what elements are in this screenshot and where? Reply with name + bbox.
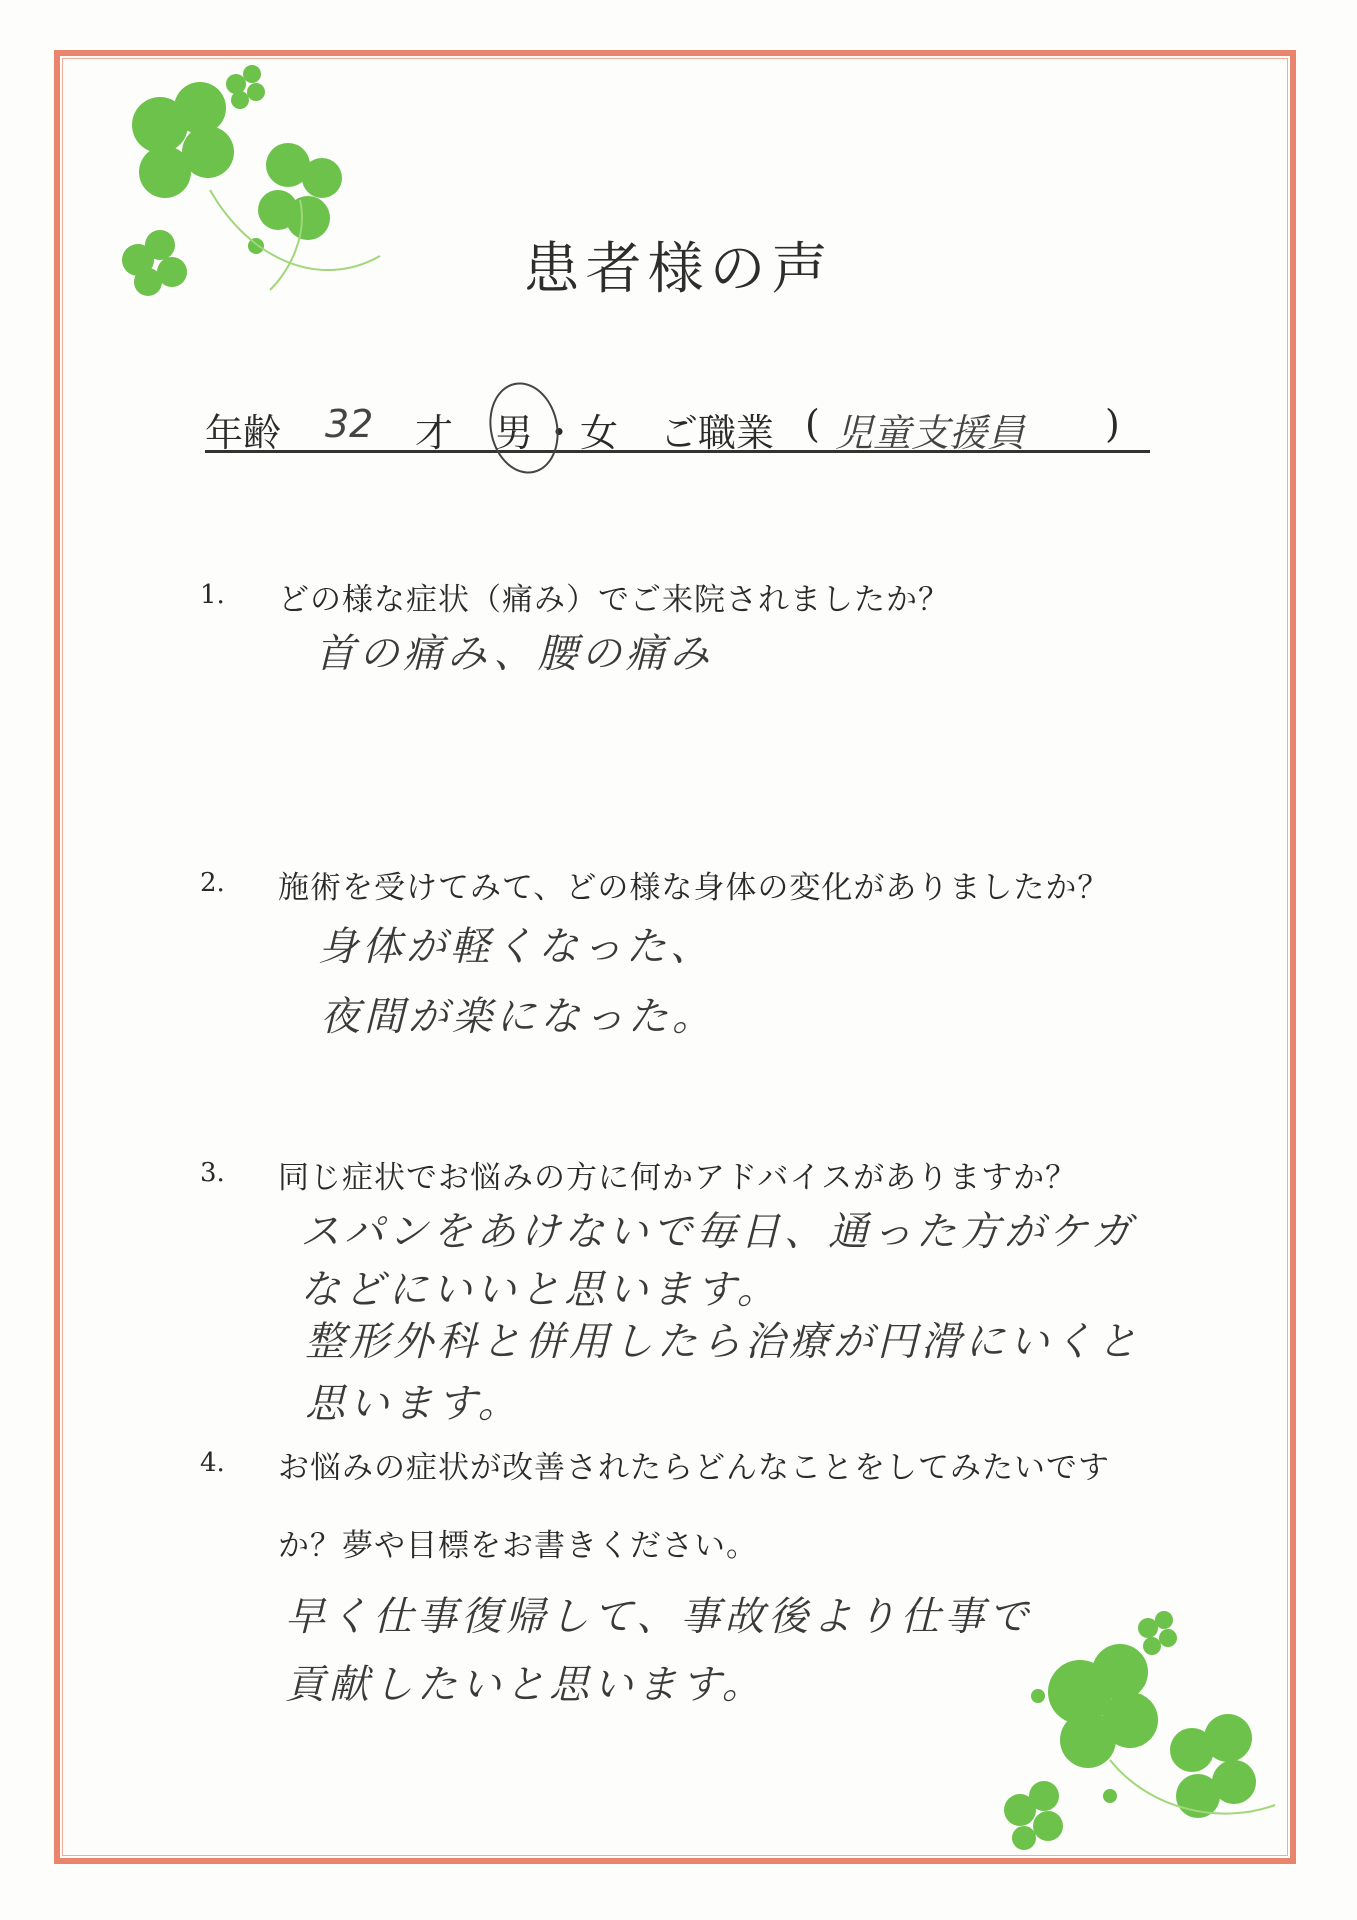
- occupation-paren-close: ): [1105, 402, 1120, 446]
- answer-4-line-1: 早く仕事復帰して、事故後より仕事で: [285, 1594, 1033, 1640]
- age-label: 年齢: [205, 411, 282, 455]
- occupation-value: 児童支援員: [835, 411, 1026, 455]
- gender-separator: ・: [540, 411, 579, 455]
- answer-3-line-1: スパンをあけないで毎日、通った方がケガ: [300, 1209, 1136, 1255]
- page-title: 患者様の声: [523, 237, 834, 302]
- occupation-label: ご職業: [660, 411, 775, 455]
- gender-female: 女: [580, 411, 619, 455]
- question-1-number: 1.: [200, 580, 225, 610]
- question-4-number: 4.: [200, 1448, 225, 1478]
- question-1-text: どの様な症状（痛み）でご来院されましたか？: [278, 582, 950, 618]
- answer-1-line-1: 首の痛み、腰の痛み: [315, 631, 714, 677]
- patient-info-row: [205, 400, 1150, 453]
- question-4-text-line-1: お悩みの症状が改善されたらどんなことをしてみたいです: [278, 1450, 1110, 1486]
- age-value: 32: [325, 402, 374, 446]
- question-2-number: 2.: [200, 868, 225, 898]
- answer-4-line-2: 貢献したいと思います。: [285, 1662, 766, 1708]
- gender-male: 男: [495, 411, 534, 455]
- answer-3-line-3: 整形外科と併用したら治療が円滑にいくと: [305, 1319, 1141, 1365]
- question-3-text: 同じ症状でお悩みの方に何かアドバイスがありますか？: [278, 1160, 1078, 1196]
- answer-2-line-2: 夜間が楽になった。: [320, 994, 716, 1040]
- occupation-paren-open: (: [805, 402, 820, 446]
- answer-3-line-4: 思います。: [305, 1381, 522, 1427]
- question-3-number: 3.: [200, 1158, 225, 1188]
- question-4-text-line-2: か？夢や目標をお書きください。: [278, 1528, 758, 1564]
- answer-3-line-2: などにいいと思います。: [300, 1267, 781, 1313]
- question-2-text: 施術を受けてみて、どの様な身体の変化がありましたか？: [278, 870, 1110, 906]
- age-unit: 才: [415, 411, 454, 455]
- answer-2-line-1: 身体が軽くなった、: [318, 924, 714, 970]
